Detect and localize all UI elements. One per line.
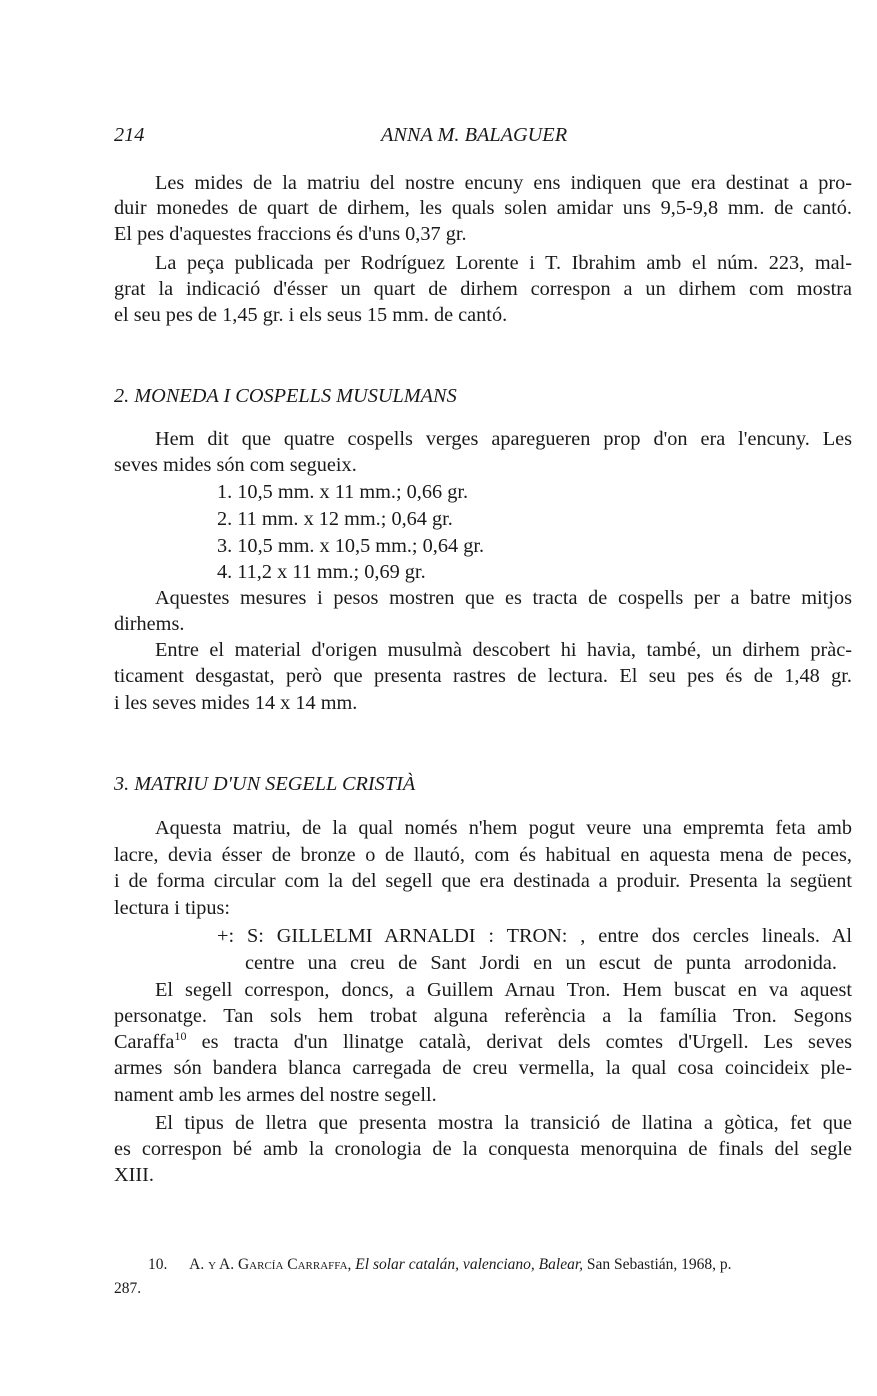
- paragraph-line: es correspon bé amb la cronologia de la conquesta menorquina de finals del segle: [114, 1138, 852, 1160]
- footnote-title: El solar catalán, valenciano, Balear,: [355, 1256, 584, 1273]
- intro-line: grat la indicació d'ésser un quart de dirhem correspon a un dirhem com mostra: [114, 278, 852, 300]
- footnote-number: 10.: [148, 1256, 168, 1273]
- section-heading: 2. MONEDA I COSPELLS MUSULMANS: [114, 385, 457, 407]
- paragraph-line: Entre el material d'origen musulmà descobert hi havia, també, un dirhem pràc-: [155, 639, 852, 661]
- paragraph-line: Aquestes mesures i pesos mostren que es tracta de cospells per a batre mitjos: [155, 587, 852, 609]
- running-title: ANNA M. BALAGUER: [381, 124, 568, 146]
- inscription-line: centre una creu de Sant Jordi en un escut de punta arrodonida.: [245, 952, 837, 974]
- paragraph-line: lectura i tipus:: [114, 897, 231, 919]
- footnote-rest: San Sebastián, 1968, p.: [586, 1256, 732, 1273]
- paragraph-line: dirhems.: [114, 613, 185, 635]
- footnote-reference[interactable]: 10: [174, 1029, 187, 1044]
- paragraph-line: Hem dit que quatre cospells verges aparegueren prop d'on era l'encuny. Les: [155, 428, 852, 450]
- page-number: 214: [114, 124, 145, 146]
- list-item: 3. 10,5 mm. x 10,5 mm.; 0,64 gr.: [217, 535, 485, 557]
- footnote: [148, 1252, 732, 1278]
- list-item: 2. 11 mm. x 12 mm.; 0,64 gr.: [217, 508, 453, 530]
- paragraph-line: El segell correspon, doncs, a Guillem Arnau Tron. Hem buscat en va aquest: [155, 979, 852, 1001]
- inscription-line: +: S: GILLELMI ARNALDI : TRON: , entre dos cercles lineals. Al: [217, 925, 852, 947]
- footnote-authors: A. y A. García Carraffa,: [189, 1256, 352, 1273]
- paragraph-line: nament amb les armes del nostre segell.: [114, 1084, 437, 1106]
- paragraph-line: Aquesta matriu, de la qual només n'hem pogut veure una empremta feta amb: [155, 817, 852, 839]
- intro-line: El pes d'aquestes fraccions és d'uns 0,37 gr.: [114, 223, 467, 245]
- intro-line: el seu pes de 1,45 gr. i els seus 15 mm. de cantó.: [114, 304, 508, 326]
- section-heading: 3. MATRIU D'UN SEGELL CRISTIÀ: [114, 773, 416, 795]
- list-item: 1. 10,5 mm. x 11 mm.; 0,66 gr.: [217, 481, 469, 503]
- paragraph-line: seves mides són com segueix.: [114, 454, 357, 476]
- paragraph-line: personatge. Tan sols hem trobat alguna referència a la família Tron. Segons: [114, 1005, 852, 1027]
- paragraph-line: lacre, devia ésser de bronze o de llautó, com és habitual en aquesta mena de peces,: [114, 844, 852, 866]
- footnote-page: 287.: [114, 1280, 142, 1297]
- paragraph-line: i de forma circular com la del segell que era destinada a produir. Presenta la següent: [114, 870, 852, 892]
- paragraph-line: El tipus de lletra que presenta mostra la transició de llatina a gòtica, fet que: [155, 1112, 852, 1134]
- intro-line: duir monedes de quart de dirhem, les quals solen amidar uns 9,5-9,8 mm. de cantó.: [114, 197, 852, 219]
- paragraph-line: i les seves mides 14 x 14 mm.: [114, 692, 358, 714]
- intro-line: Les mides de la matriu del nostre encuny ens indiquen que era destinat a pro-: [155, 172, 852, 194]
- intro-line: La peça publicada per Rodríguez Lorente i T. Ibrahim amb el núm. 223, mal-: [155, 252, 852, 274]
- paragraph-line: ticament desgastat, però que presenta rastres de lectura. El seu pes és de 1,48 gr.: [114, 665, 852, 687]
- paragraph-line: [114, 1029, 852, 1055]
- paragraph-line: armes són bandera blanca carregada de creu vermella, la qual cosa coincideix ple-: [114, 1057, 852, 1079]
- paragraph-line: XIII.: [114, 1164, 154, 1186]
- list-item: 4. 11,2 x 11 mm.; 0,69 gr.: [217, 561, 426, 583]
- caraffa-name: Caraffa: [114, 1031, 175, 1053]
- caraffa-rest: es tracta d'un llinatge català, derivat dels comtes d'Urgell. Les seves: [186, 1031, 852, 1053]
